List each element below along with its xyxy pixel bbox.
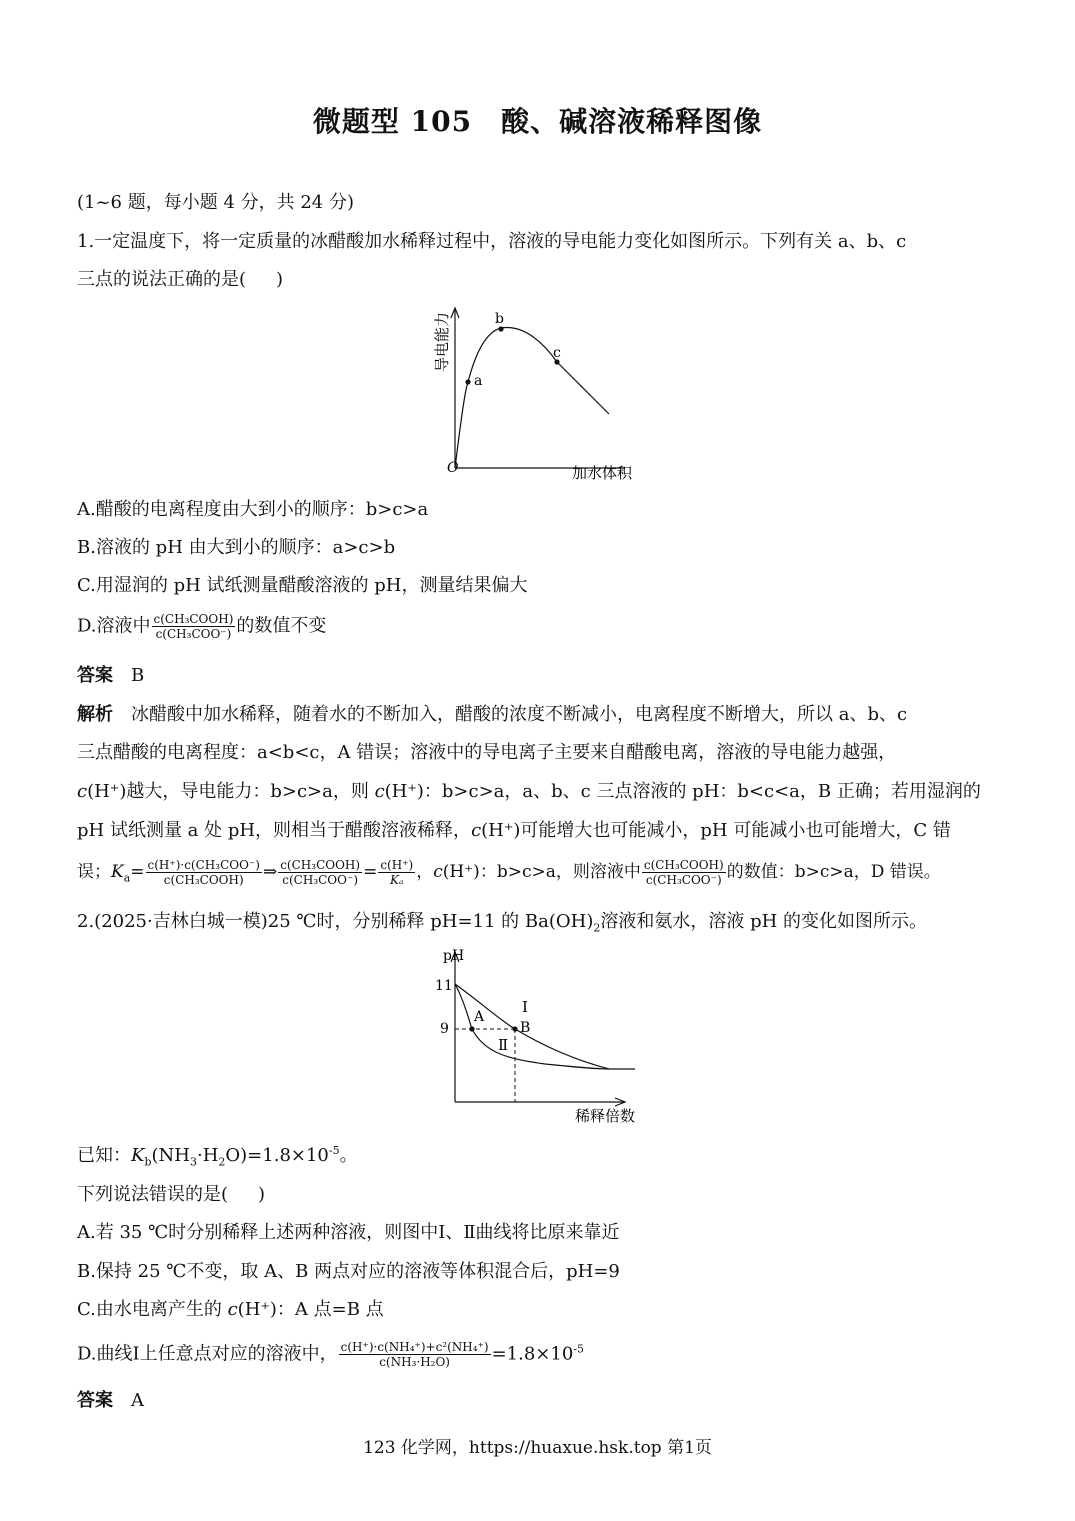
point-b-label: b (495, 311, 504, 327)
analysis-label: 解析 (77, 704, 113, 725)
q1-analysis-line2: 三点醋酸的电离程度：a<b<c，A 错误；溶液中的导电离子主要来自醋酸电离，溶液的导电能力越强， (77, 742, 897, 763)
c-symbol: c (471, 820, 482, 841)
h-over-ka-fraction (378, 858, 415, 887)
q2-option-d-fraction (339, 1340, 491, 1369)
ph-dilution-graph (425, 942, 655, 1127)
fraction-denominator: c(CH₃COOH) (163, 873, 244, 887)
known-text: O)=1.8×10 (225, 1145, 329, 1166)
curve-i (455, 984, 635, 1069)
superscript: -5 (328, 1144, 340, 1157)
q1-option-b: B.溶液的 pH 由大到小的顺序：a>c>b (77, 537, 396, 558)
x-axis-label: 加水体积 (572, 464, 633, 482)
q1-option-c: C.用湿润的 pH 试纸测量醋酸溶液的 pH，测量结果偏大 (77, 575, 528, 596)
fraction-numerator: c(CH₃COOH) (153, 612, 234, 626)
answer-value: A (131, 1390, 144, 1411)
fraction-denominator: c(CH₃COO⁻) (282, 873, 358, 887)
q2-stem (77, 909, 927, 935)
equals-sign: = (363, 862, 378, 882)
equals-sign: = (130, 862, 145, 882)
q1-analysis-line3 (77, 779, 981, 805)
q2-option-d-tail: =1.8×10 (491, 1343, 574, 1365)
curve-ii (455, 984, 609, 1069)
known-text: 已知： (77, 1145, 131, 1166)
subscript: 2 (218, 1155, 226, 1169)
q2-option-b: B.保持 25 ℃不变，取 A、B 两点对应的溶液等体积混合后，pH=9 (77, 1261, 620, 1282)
q2-stem2 (77, 1182, 265, 1208)
answer-value: B (131, 665, 145, 686)
page-footer: 123 化学网，https://huaxue.hsk.top 第1页 (363, 1438, 712, 1458)
q2-known (77, 1143, 358, 1169)
analysis-text: (H⁺)可能增大也可能减小，pH 可能减小也可能增大，C 错 (481, 820, 951, 841)
q2-option-a: A.若 35 ℃时分别稀释上述两种溶液，则图中Ⅰ、Ⅱ曲线将比原来靠近 (77, 1222, 620, 1243)
answer-label: 答案 (77, 1390, 113, 1411)
fraction-denominator: Kₐ (390, 873, 404, 887)
ka-fraction (146, 858, 262, 887)
known-text: 。 (339, 1145, 358, 1166)
fraction-numerator: c(CH₃COOH) (643, 858, 724, 872)
k-subscript: a (123, 871, 131, 885)
point-a-marker (469, 1026, 474, 1031)
point-b-marker (498, 326, 503, 331)
tick-9: 9 (440, 1021, 449, 1037)
q1-option-d-tail: 的数值不变 (236, 615, 327, 637)
point-c-label: c (553, 345, 561, 361)
subscript: b (144, 1155, 152, 1169)
ratio-fraction (278, 858, 362, 887)
superscript: -5 (573, 1342, 584, 1356)
q1-option-d-fraction (152, 612, 236, 641)
k-symbol: K (131, 1145, 145, 1166)
q2-stem-tail: 溶液和氨水，溶液 pH 的变化如图所示。 (600, 911, 928, 932)
analysis-text: 误； (77, 862, 111, 882)
c-symbol: c (227, 1299, 238, 1320)
q1-analysis-line1 (77, 702, 907, 728)
q1-answer (77, 663, 144, 689)
point-a-label: a (474, 373, 483, 389)
q2-option-d-text: D.曲线Ⅰ上任意点对应的溶液中， (77, 1343, 338, 1365)
k-symbol: K (111, 862, 124, 882)
fraction-denominator: c(CH₃COO⁻) (645, 873, 722, 887)
conductivity-curve (455, 328, 609, 468)
point-b-label: B (520, 1020, 531, 1036)
curve-i-label: Ⅰ (522, 998, 528, 1016)
implies-arrow: ⇒ (262, 862, 278, 882)
fraction-denominator: c(NH₃·H₂O) (379, 1355, 450, 1369)
q1-analysis-line4 (77, 818, 951, 844)
analysis-text: (H⁺)：b>c>a，则溶液中 (442, 862, 641, 882)
conductivity-graph (425, 300, 655, 485)
analysis-text: (H⁺)：b>c>a，a、b、c 三点溶液的 pH：b<c<a，B 正确；若用湿润的 (384, 781, 981, 802)
known-text: (NH (151, 1145, 190, 1166)
fraction-numerator: c(H⁺) (380, 858, 414, 872)
q1-option-d (77, 612, 326, 641)
q2-option-c-text: C.由水电离产生的 (77, 1299, 228, 1320)
q2-stem2-text: 下列说法错误的是( (77, 1184, 229, 1205)
fraction-numerator: c(CH₃COOH) (280, 858, 361, 872)
answer-label: 答案 (77, 665, 113, 686)
q2-option-d (77, 1340, 584, 1369)
y-axis-label: 导电能力 (433, 311, 451, 372)
origin-label: O (447, 460, 459, 476)
q2-option-c-tail: (H⁺)：A 点=B 点 (237, 1299, 384, 1320)
known-text: ·H (196, 1145, 219, 1166)
q2-stem2-paren: ) (258, 1184, 266, 1205)
analysis-text: ， (416, 862, 434, 882)
q1-analysis-line5 (77, 858, 941, 887)
ratio-fraction (642, 858, 726, 887)
tick-11: 11 (435, 978, 453, 994)
section-intro: (1~6 题，每小题 4 分，共 24 分) (77, 192, 354, 213)
subscript: 3 (189, 1155, 197, 1169)
x-axis-label: 稀释倍数 (575, 1107, 636, 1125)
subscript: 2 (593, 921, 601, 935)
point-b-marker (512, 1026, 517, 1031)
point-a-marker (465, 379, 470, 384)
fraction-numerator: c(H⁺)·c(CH₃COO⁻) (147, 858, 260, 872)
fraction-numerator: c(H⁺)·c(NH₄⁺)+c²(NH₄⁺) (340, 1340, 489, 1354)
point-a-label: A (474, 1009, 485, 1025)
analysis-text: 的数值：b>c>a，D 错误。 (726, 862, 941, 882)
q1-stem-line2 (77, 267, 283, 293)
page-title: 微题型 105 酸、碱溶液稀释图像 (312, 105, 763, 138)
q2-answer (77, 1388, 144, 1414)
fraction-denominator: c(CH₃COO⁻) (155, 627, 232, 641)
c-symbol: c (374, 781, 385, 802)
analysis-text: 冰醋酸中加水稀释，随着水的不断加入，醋酸的浓度不断减小，电离程度不断增大，所以 a、b、c (131, 704, 908, 725)
q1-option-d-text: D.溶液中 (77, 615, 151, 637)
c-symbol: c (433, 862, 443, 882)
curve-ii-label: Ⅱ (498, 1036, 509, 1054)
q1-stem-paren: ) (276, 269, 284, 290)
analysis-text: (H⁺)越大，导电能力：b>c>a，则 (87, 781, 375, 802)
c-symbol: c (77, 781, 88, 802)
q2-stem-text: 2.(2025·吉林白城一模)25 ℃时，分别稀释 pH=11 的 Ba(OH) (77, 911, 594, 932)
q1-stem-text: 三点的说法正确的是( (77, 269, 247, 290)
y-axis-label: pH (443, 948, 465, 964)
analysis-text: pH 试纸测量 a 处 pH，则相当于醋酸溶液稀释， (77, 820, 472, 841)
q2-option-c (77, 1297, 384, 1323)
q1-option-a: A.醋酸的电离程度由大到小的顺序：b>c>a (77, 499, 429, 520)
q1-stem-line1: 1.一定温度下，将一定质量的冰醋酸加水稀释过程中，溶液的导电能力变化如图所示。下列有关 a、b、c (77, 231, 907, 252)
